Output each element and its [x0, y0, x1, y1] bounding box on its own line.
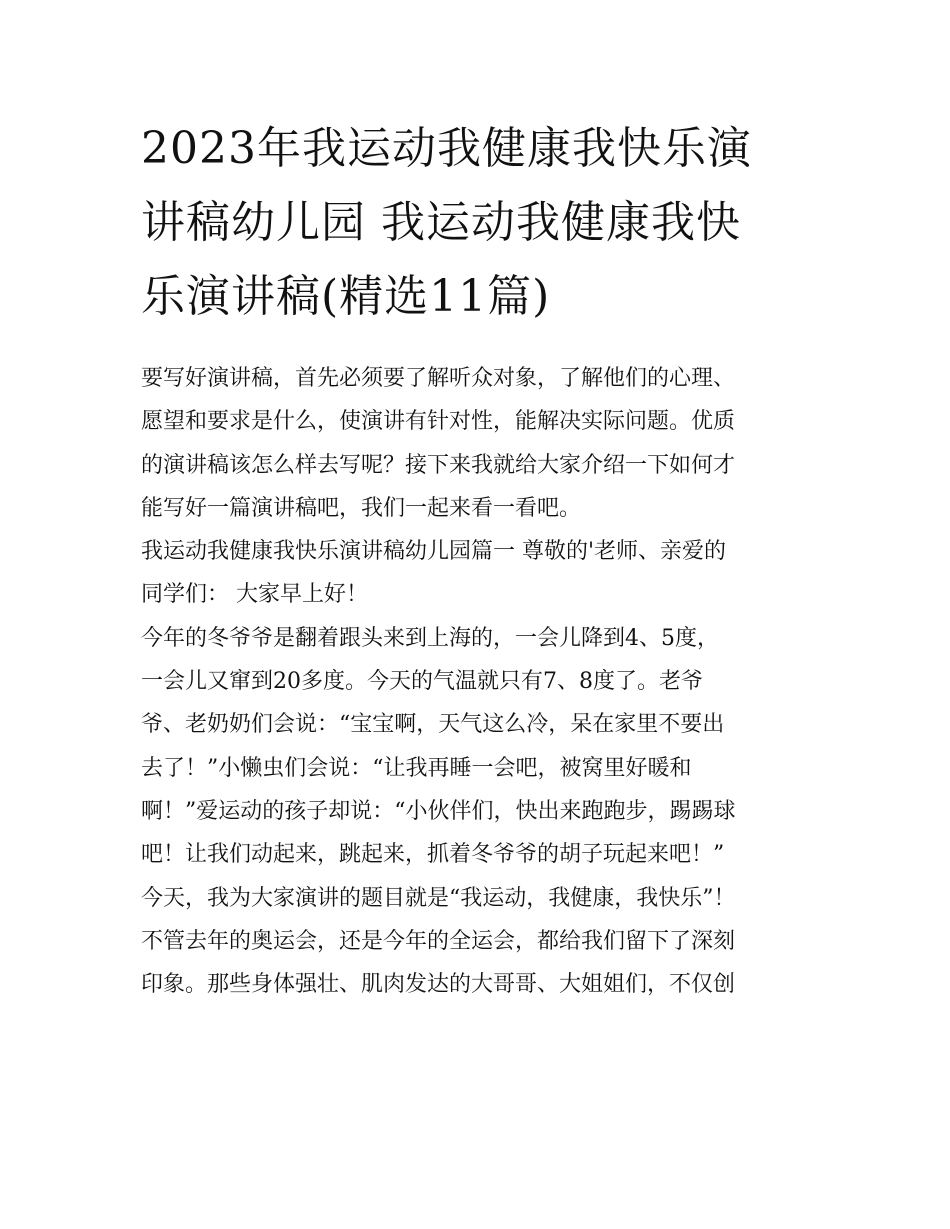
body-line: 去了！”小懒虫们会说：“让我再睡一会吧，被窝里好暖和: [141, 755, 692, 781]
body-line: 我运动我健康我快乐演讲稿幼儿园篇一 尊敬的'老师、亲爱的: [141, 539, 727, 565]
title-line-1: 2023年我运动我健康我快乐演: [141, 123, 752, 174]
body-line: 的演讲稿该怎么样去写呢？接下来我就给大家介绍一下如何才: [141, 452, 736, 478]
body-line: 今年的冬爷爷是翻着跟头来到上海的，一会儿降到4、5度，: [141, 625, 719, 651]
body-line: 同学们： 大家早上好！: [141, 582, 368, 608]
body-line: 啊！”爱运动的孩子却说：“小伙伴们，快出来跑跑步，踢踢球: [141, 798, 736, 824]
body-line: 印象。那些身体强壮、肌肉发达的大哥哥、大姐姐们，不仅创: [141, 972, 736, 998]
body-line: 不管去年的奥运会，还是今年的全运会，都给我们留下了深刻: [141, 928, 736, 954]
title-line-2: 讲稿幼儿园 我运动我健康我快: [141, 197, 741, 248]
body-line: 要写好演讲稿，首先必须要了解听众对象，了解他们的心理、: [141, 366, 736, 391]
body-line: 能写好一篇演讲稿吧，我们一起来看一看吧。: [141, 495, 582, 521]
document-body: [141, 357, 831, 1006]
body-line: 吧！让我们动起来，跳起来，抓着冬爷爷的胡子玩起来吧！”: [141, 842, 725, 868]
document-title: [141, 112, 821, 334]
body-line: 愿望和要求是什么，使演讲有针对性，能解决实际问题。优质: [141, 409, 736, 435]
body-line: 爷、老奶奶们会说：“宝宝啊，天气这么冷，呆在家里不要出: [141, 712, 725, 738]
body-line: 今天，我为大家演讲的题目就是“我运动，我健康，我快乐”！: [141, 885, 736, 911]
body-line: 一会儿又窜到20多度。今天的气温就只有7、8度了。老爷: [141, 669, 703, 695]
title-line-3: 乐演讲稿(精选11篇): [141, 271, 551, 322]
